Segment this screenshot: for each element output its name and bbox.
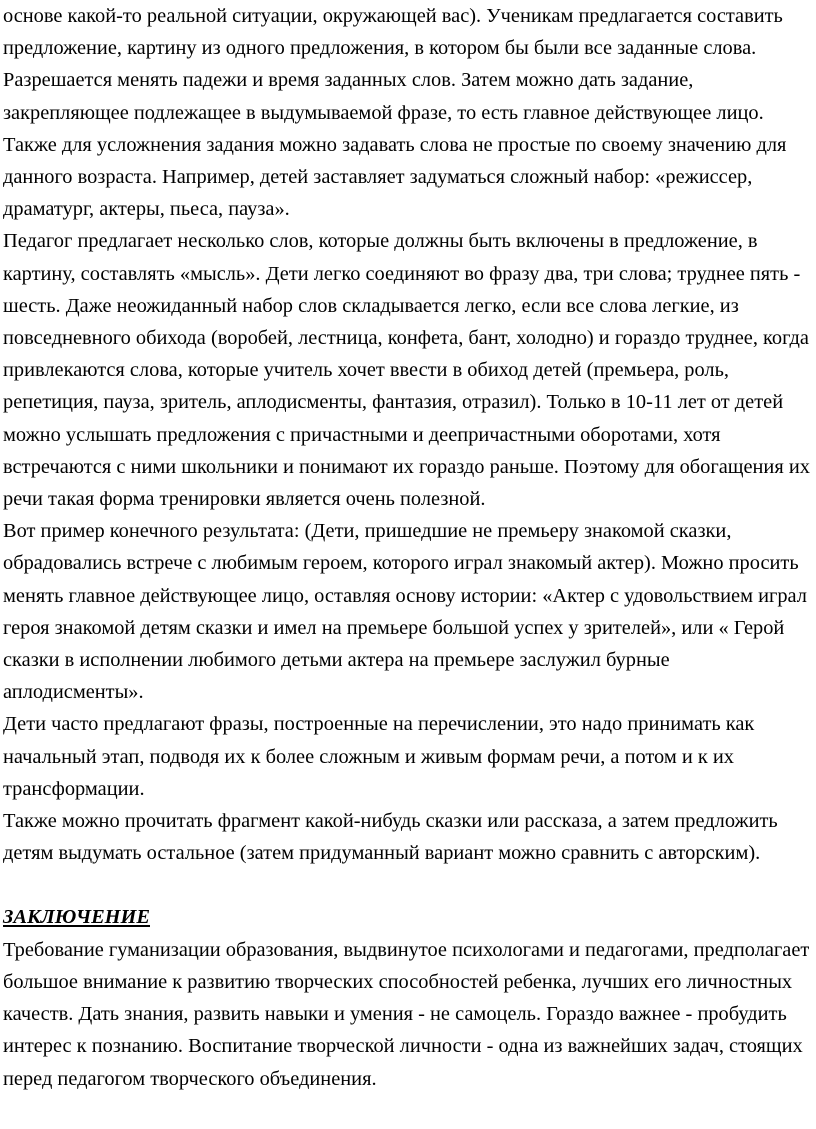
conclusion-heading: ЗАКЛЮЧЕНИЕ <box>3 906 150 929</box>
section-spacer <box>3 869 812 901</box>
paragraph-task-description: основе какой-то реальной ситуации, окружающей вас). Ученикам предлагается составить предложение, картину из одного предложения, в котором бы были все заданные слова. Разрешается менять падежи и время заданных слов. Затем можно дать задание, закрепляющее подлежащее в выдумываемой фразе, то есть главное действующее лицо. Также для усложнения задания можно задавать слова не простые по своему значению для данного возраста. Например, детей заставляет задуматься сложный набор: «режиссер, драматург, актеры, пьеса, пауза». <box>3 5 787 221</box>
conclusion-text: Требование гуманизации образования, выдвинутое психологами и педагогами, предполагает большое внимание к развитию творческих способностей ребенка, лучших его личностных качеств. Дать знания, развить навыки и умения - не самоцель. Гораздо важнее - пробудить интерес к познанию. Воспитание творческой личности - одна из важнейших задач, стоящих перед педагогом творческого объединения. <box>3 938 810 1090</box>
paragraph-word-set: Педагог предлагает несколько слов, которые должны быть включены в предложение, в картину, составлять «мысль». Дети легко соединяют во фразу два, три слова; труднее пять - шесть. Даже неожиданный набор слов складывается легко, если все слова легкие, из повседневного обихода (воробей, лестница, конфета, бант, холодно) и гораздо труднее, когда привлекаются слова, которые учитель хочет ввести в обиход детей (премьера, роль, репетиция, пауза, зритель, аплодисменты, фантазия, отразил). Только в 10-11 лет от детей можно услышать предложения с причастными и деепричастными оборотами, хотя встречаются с ними школьники и понимают их гораздо раньше. Поэтому для обогащения их речи такая форма тренировки является очень полезной. <box>3 230 810 511</box>
paragraph-enumeration: Дети часто предлагают фразы, построенные на перечислении, это надо принимать как начальный этап, подводя их к более сложным и живым формам речи, а потом и к их трансформации. <box>3 713 755 800</box>
paragraph-fragment-reading: Также можно прочитать фрагмент какой-нибудь сказки или рассказа, а затем предложить детям выдумать остальное (затем придуманный вариант можно сравнить с авторским). <box>3 810 778 865</box>
paragraph-example-result: Вот пример конечного результата: (Дети, пришедшие не премьеру знакомой сказки, обрадовались встрече с любимым героем, которого играл знакомый актер). Можно просить менять главное действующее лицо, оставляя основу истории: «Актер с удовольствием играл героя знакомой детям сказки и имел на премьере большой успех у зрителей», или « Герой сказки в исполнении любимого детьми актера на премьере заслужил бурные аплодисменты». <box>3 520 807 704</box>
